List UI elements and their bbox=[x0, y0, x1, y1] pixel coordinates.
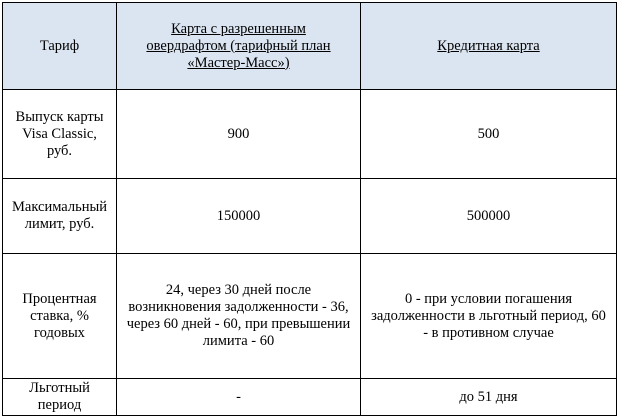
row-label-cell bbox=[3, 379, 117, 416]
table-row bbox=[3, 254, 617, 379]
header-cell-credit-card bbox=[361, 3, 617, 90]
overdraft-card-value-cell bbox=[117, 379, 361, 416]
overdraft-card-value: 900 bbox=[227, 125, 250, 142]
row-label-cell bbox=[3, 254, 117, 379]
header-tariff-label: Тариф bbox=[39, 37, 80, 54]
overdraft-card-value: - bbox=[236, 388, 241, 405]
overdraft-card-value-cell bbox=[117, 179, 361, 254]
credit-card-value: 500 bbox=[477, 125, 500, 142]
overdraft-card-value: 24, через 30 дней после возникновения задолженности - 36, через 60 дней - 60, при превышении лимита - 60 bbox=[126, 282, 351, 349]
row-label-cell bbox=[3, 179, 117, 254]
header-credit-card-label: Кредитная карта bbox=[437, 37, 540, 54]
row-label-cell bbox=[3, 90, 117, 179]
credit-card-value-cell bbox=[361, 254, 617, 379]
credit-card-value: до 51 дня bbox=[459, 388, 518, 405]
table-row bbox=[3, 90, 617, 179]
table-row bbox=[3, 379, 617, 416]
overdraft-card-value-cell bbox=[117, 254, 361, 379]
credit-card-value: 500000 bbox=[466, 207, 511, 224]
tariff-comparison-table bbox=[2, 2, 617, 416]
credit-card-value-cell bbox=[361, 179, 617, 254]
row-label: Выпуск карты Visa Classic, руб. bbox=[15, 108, 104, 159]
row-label: Максимальный лимит, руб. bbox=[12, 199, 107, 232]
row-label: Процентная ставка, % годовых bbox=[22, 290, 97, 341]
table-header-row bbox=[3, 3, 617, 90]
header-cell-overdraft-card bbox=[117, 3, 361, 90]
credit-card-value: 0 - при условии погашения задолженности в льготный период, 60 - в противном случае bbox=[371, 290, 606, 341]
header-overdraft-card-label: Карта с разрешенным овердрафтом (тарифный план «Мастер-Масс») bbox=[146, 20, 331, 71]
credit-card-value-cell bbox=[361, 379, 617, 416]
header-cell-tariff bbox=[3, 3, 117, 90]
table-row bbox=[3, 179, 617, 254]
row-label: Льготный период bbox=[29, 380, 90, 413]
overdraft-card-value-cell bbox=[117, 90, 361, 179]
overdraft-card-value: 150000 bbox=[216, 207, 261, 224]
credit-card-value-cell bbox=[361, 90, 617, 179]
